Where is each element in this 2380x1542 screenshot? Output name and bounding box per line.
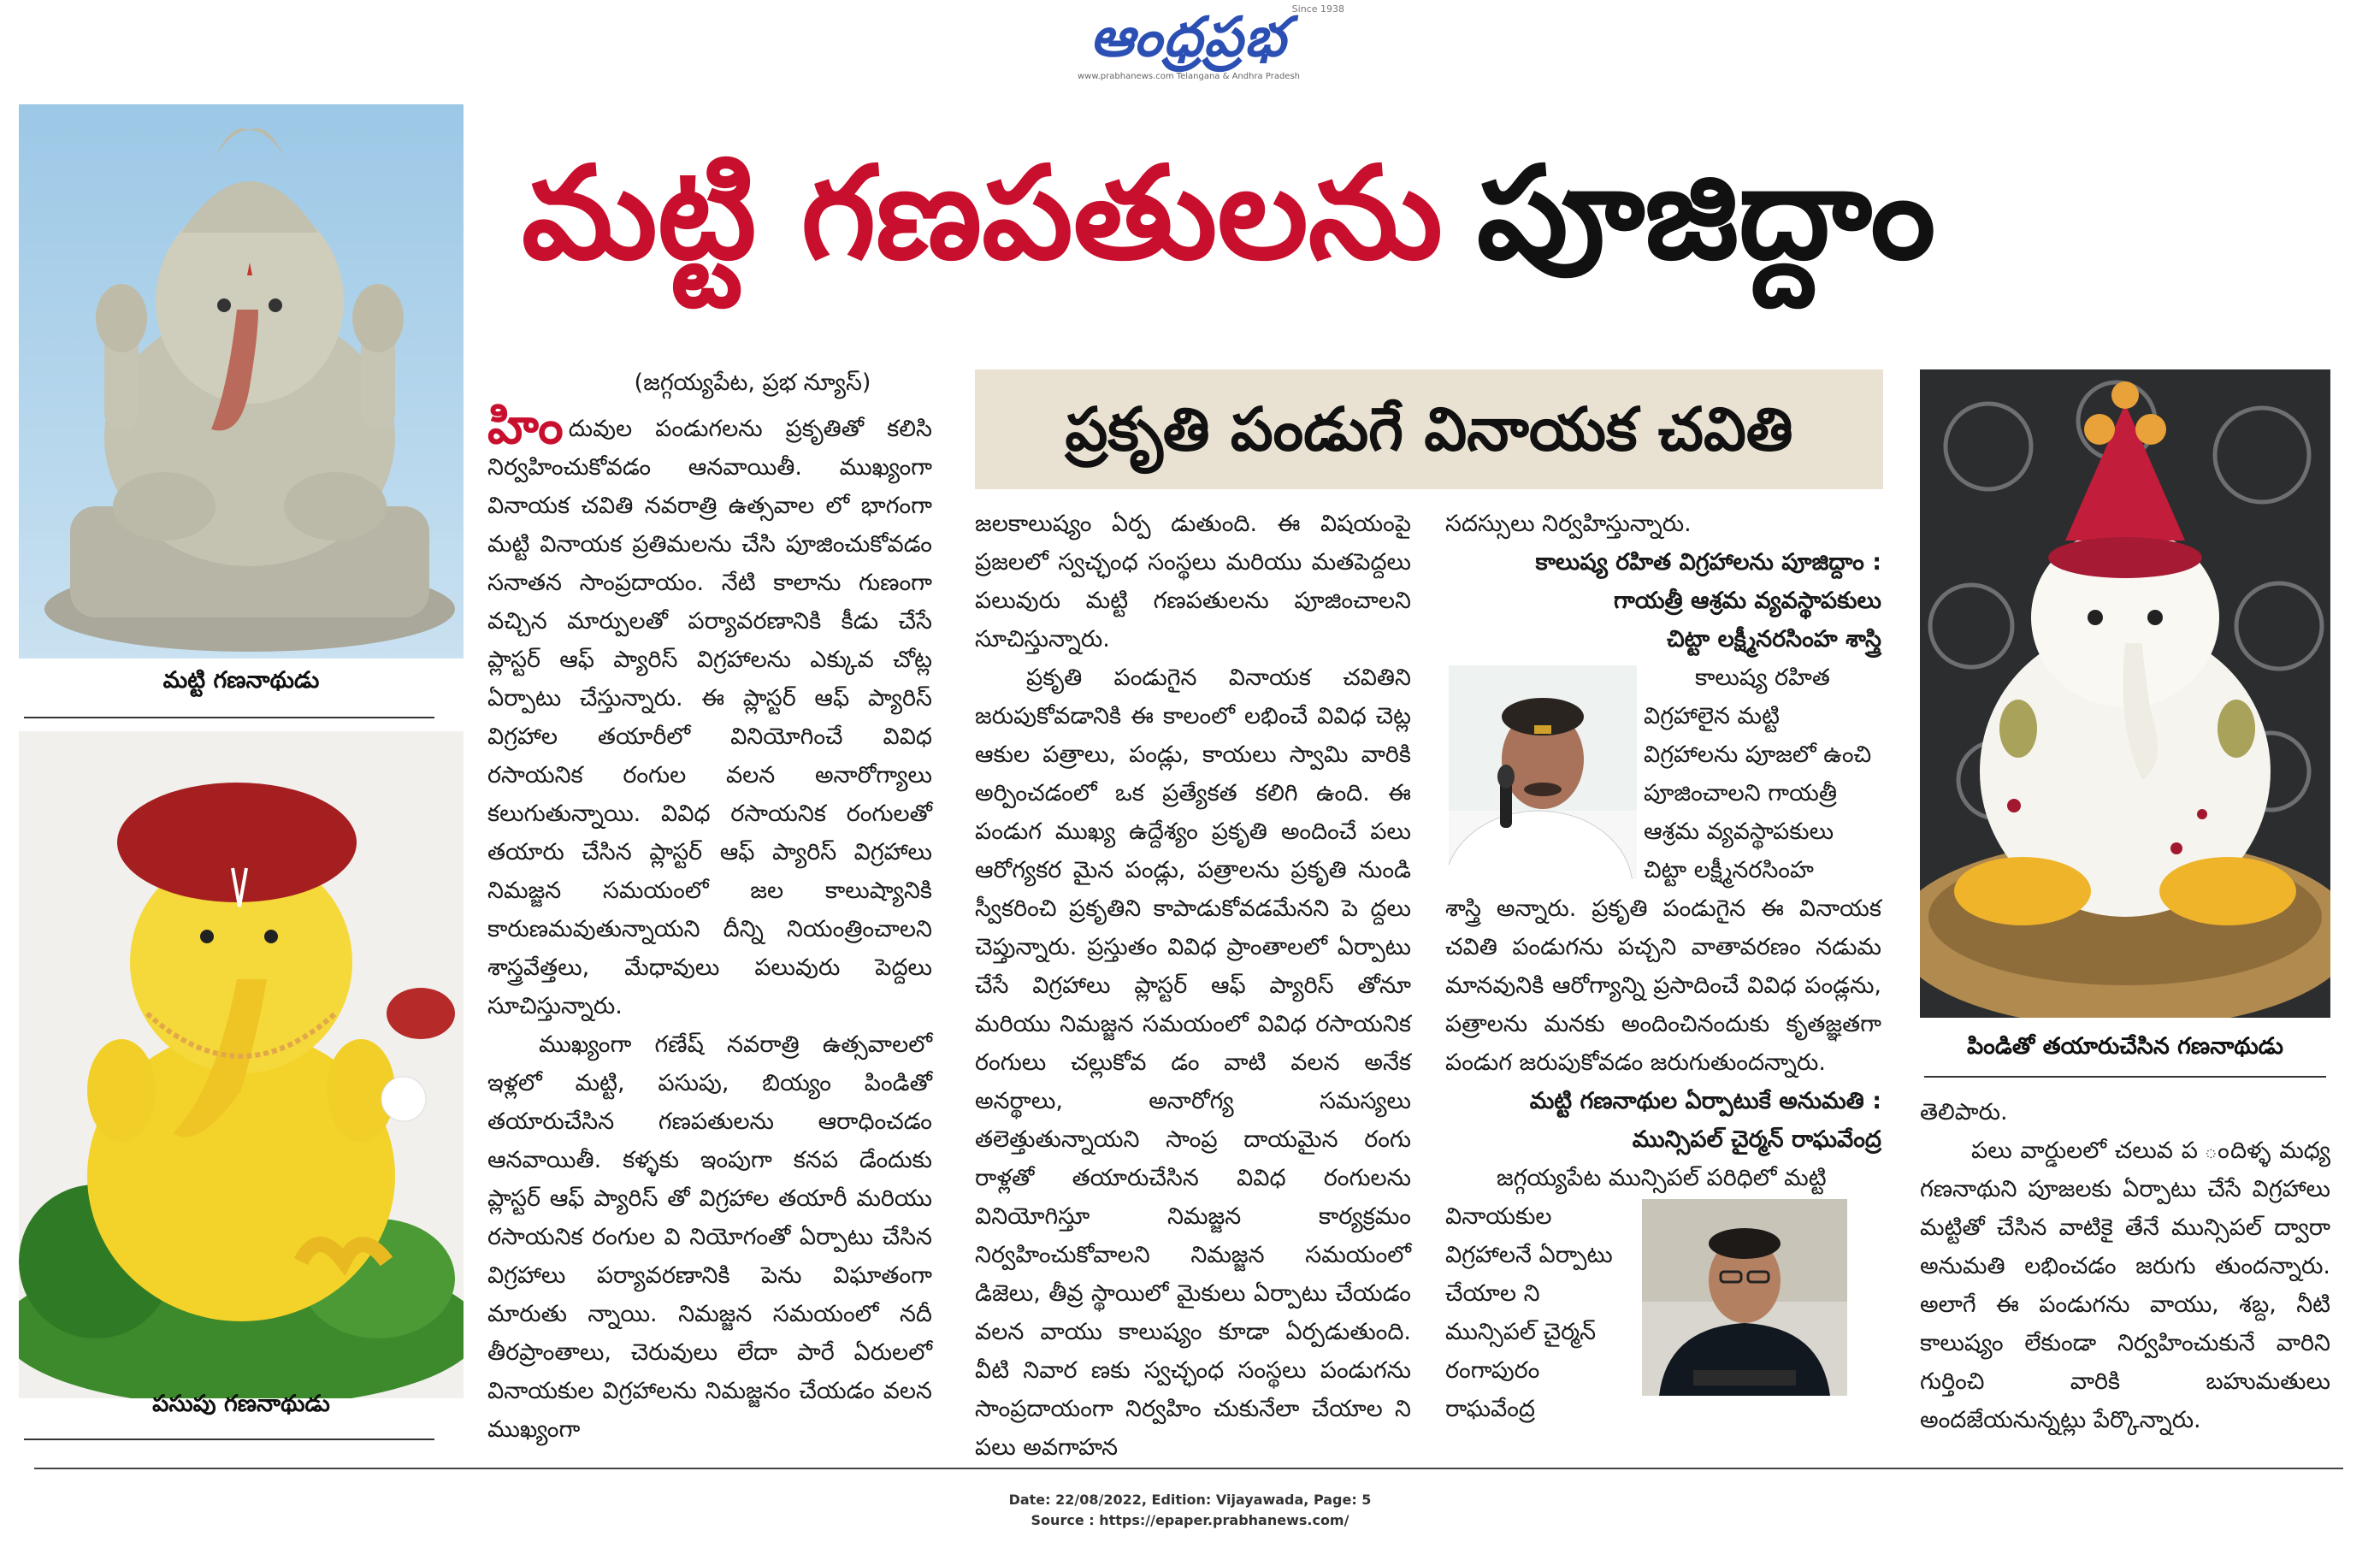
chairman-portrait-image bbox=[1642, 1199, 1847, 1396]
page-footer bbox=[0, 1490, 2380, 1531]
dateline: (జగ్గయ్యపేట, ప్రభ న్యూస్) bbox=[634, 369, 871, 396]
subhead-chairman: మున్సిపల్ చైర్మన్ రాఘవేంద్ర bbox=[1632, 1126, 1881, 1153]
article-column-3 bbox=[1445, 505, 1881, 1428]
wrap-line: విగ్రహాలను పూజలో ఉంచి bbox=[1644, 741, 1872, 768]
wrap-line: చేయాల ని bbox=[1445, 1280, 1540, 1307]
wrap-line: రంగాపురం bbox=[1445, 1357, 1540, 1384]
headline-red-part: మట్టి గణపతులను bbox=[522, 139, 1443, 288]
subheading-box bbox=[975, 369, 1883, 489]
paragraph-text: జగ్గయ్యపేట మున్సిపల్ పరిధిలో మట్టి bbox=[1497, 1165, 1827, 1191]
bottom-rule bbox=[34, 1468, 2343, 1469]
article-column-1 bbox=[487, 363, 932, 1449]
article-paragraph: పలు వార్డులలో చలువ ప ందిళ్ళ మధ్య గణనాథుని పూజలకు ఏర్పాటు చేసే విగ్రహాలు మట్టితో చేసిన వాటికై తేనే మున్సిపల్ ద్వారా అనుమతి లభించడం జరుగు తుందన్నారు. అలాగే ఈ పండుగను వాయు, శబ్ద, నీటి కాలుష్యం లేకుండా నిర్వహించుకునే వారిని గుర్తించి వారికి బహుమతులు అందజేయనున్నట్లు పేర్కొన్నారు. bbox=[1920, 1137, 2330, 1433]
paragraph-text: సదస్సులు నిర్వహిస్తున్నారు. bbox=[1445, 511, 1692, 537]
wrap-line: చిట్టా లక్ష్మీనరసింహ bbox=[1644, 857, 1814, 883]
wrap-line: మున్సిపల్ చైర్మన్ bbox=[1445, 1319, 1597, 1345]
wrap-line: పూజించాలని గాయత్రీ bbox=[1644, 780, 1837, 806]
clay-ganesha-image bbox=[19, 104, 464, 659]
subhead-permission: మట్టి గణనాథుల ఏర్పాటుకే అనుమతి : bbox=[1529, 1088, 1881, 1114]
wrap-block-2 bbox=[1445, 1197, 1881, 1428]
dropcap: హిం bbox=[487, 397, 564, 455]
priest-portrait-image bbox=[1449, 665, 1637, 879]
caption-rule bbox=[24, 1439, 434, 1440]
wrap-line: విగ్రహాలనే ఏర్పాటు bbox=[1445, 1242, 1613, 1268]
paragraph-text: దువుల పండుగలను ప్రకృతితో కలిసి నిర్వహించుకోవడం ఆనవాయితీ. ముఖ్యంగా వినాయక చవితి నవరాత్రి ఉత్సవాల లో భాగంగా మట్టి వినాయక ప్రతిమలను చేసి పూజించుకోవడం సనాతన సాంప్రదాయం. నేటి కాలాను గుణంగా వచ్చిన మార్పులతో పర్యావరణానికి కీడు చేసే ప్లాస్టర్ ఆఫ్ ప్యారిస్ విగ్రహాలను ఎక్కువ చోట్ల ఏర్పాటు చేస్తున్నారు. ఈ ప్లాస్టర్ ఆఫ్ ప్యారిస్ విగ్రహాల తయారీలో వినియోగించే వివిధ రసాయనిక రంగుల వలన అనారోగ్యాలు కలుగుతున్నాయి. వివిధ రసాయనిక రంగులతో తయారు చేసిన ప్లాస్టర్ ఆఫ్ ప్యారిస్ విగ్రహాలు నిమజ్జన సమయంలో జల కాలుష్యానికి కారుణమవుతున్నాయని దీన్ని నియంత్రించాలని శాస్త్రవేత్తలు, మేధావులు పలువురు పెద్దలు సూచిస్తున్నారు. bbox=[487, 416, 932, 1019]
footer-date-edition: Date: 22/08/2022, Edition: Vijayawada, Page: 5 bbox=[1008, 1492, 1372, 1508]
wrap-line: వినాయకుల bbox=[1445, 1203, 1552, 1230]
newspaper-logo: ఆంధ్రప్రభ bbox=[1090, 5, 1288, 69]
turmeric-ganesha-caption: పసుపు గణనాథుడు bbox=[152, 1391, 330, 1417]
main-headline bbox=[522, 128, 2335, 299]
clay-ganesha-caption: మట్టి గణనాథుడు bbox=[162, 667, 320, 694]
wrap-line: రాఘవేంద్ర bbox=[1445, 1396, 1535, 1422]
caption-rule bbox=[1924, 1076, 2326, 1078]
footer-source: Source : https://epaper.prabhanews.com/ bbox=[1031, 1512, 1349, 1528]
turmeric-ganesha-image bbox=[19, 731, 464, 1398]
article-paragraph: తెలిపారు. bbox=[1920, 1099, 2008, 1125]
caption-rule bbox=[24, 717, 434, 718]
article-column-2 bbox=[975, 505, 1411, 1467]
article-column-4 bbox=[1920, 1093, 2330, 1439]
subheading-text: ప్రకృతి పండుగే వినాయక చవితి bbox=[1065, 394, 1793, 464]
article-paragraph: శాస్త్రి అన్నారు. ప్రకృతి పండుగైన ఈ వినాయక చవితి పండుగను పచ్చని వాతావరణం నడుమ మానవునికి ఆరోగ్యాన్ని ప్రసాదించే వివిధ పండ్లను, పత్రాలను మనకు అందించినందుకు కృతజ్ఞతగా పండుగ జరుపుకోవడం జరుగుతుందన్నారు. bbox=[1445, 895, 1881, 1076]
wrap-lines-2 bbox=[1445, 1197, 1651, 1428]
article-paragraph: జలకాలుష్యం ఏర్ప డుతుంది. ఈ విషయంపై ప్రజలలో స్వచ్ఛంధ సంస్థలు మరియు మతపెద్దలు పలువురు మట్టి గణపతులను పూజించాలని సూచిస్తున్నారు. bbox=[975, 511, 1411, 653]
article-paragraph: ప్రకృతి పండుగైన వినాయక చవితిని జరుపుకోవడానికి ఈ కాలంలో లభించే వివిధ చెట్ల ఆకుల పత్రాలు, పండ్లు, కాయలు స్వామి వారికి అర్పించడంలో ఒక ప్రత్యేకత కలిగి ఉంది. ఈ పండుగ ముఖ్య ఉద్దేశ్యం ప్రకృతి అందించే పలు ఆరోగ్యకర మైన పండ్లు, పత్రాలను ప్రకృతి నుండి స్వీకరించి ప్రకృతిని కాపాడుకోవడమేనని పె ద్దలు చెప్తున్నారు. ప్రస్తుతం వివిధ ప్రాంతాలలో ఏర్పాటు చేసే విగ్రహాలు ప్లాస్టర్ ఆఫ్ ప్యారిస్ తోనూ మరియు నిమజ్జన సమయంలో వివిధ రసాయనిక రంగులు చల్లుకోవ డం వాటి వలన అనేక అనర్థాలు, అనారోగ్య సమస్యలు తలెత్తుతున్నాయని సాంప్ర దాయమైన రంగు రాళ్లతో తయారుచేసిన వివిధ రంగులను వినియోగిస్తూ నిమజ్జన కార్యక్రమం నిర్వహించుకోవాలని నిమజ్జన సమయంలో డిజెలు, తీవ్ర స్థాయిలో మైకులు ఏర్పాటు చేయడం వలన వాయు కాలుష్యం కూడా ఏర్పడుతుంది. వీటి నివార ణకు స్వచ్ఛంధ సంస్థలు పండుగను సాంప్రదాయంగా నిర్వహిం చుకునేలా చేయాల ని పలు అవగాహన bbox=[975, 665, 1411, 1461]
subhead-pollution-free: కాలుష్య రహిత విగ్రహాలను పూజిద్దాం : bbox=[1535, 549, 1881, 576]
article-paragraph bbox=[487, 397, 932, 1025]
wrap-lines-1 bbox=[1644, 659, 1881, 889]
headline-black-part: పూజిద్దాం bbox=[1476, 139, 1936, 288]
article-paragraph: ముఖ్యంగా గణేష్ నవరాత్రి ఉత్సవాలలో ఇళ్లలో మట్టి, పసుపు, బియ్యం పిండితో తయారుచేసిన గణపతులను ఆరాధించడం ఆనవాయితీ. కళ్ళకు ఇంపుగా కనప డేందుకు ప్లాస్టర్ ఆఫ్ ప్యారిస్ తో విగ్రహాల తయారీ మరియు రసాయనిక రంగుల వి నియోగంతో ఏర్పాటు చేసిన విగ్రహాలు పర్యావరణానికి పెను విఘాతంగా మారుతు న్నాయి. నిమజ్జన సమయంలో నదీ తీరప్రాంతాలు, చెరువులు లేదా పారే ఏరులలో వినాయకుల విగ్రహాలను నిమజ్జనం చేయడం వలన ముఖ్యంగా bbox=[487, 1031, 932, 1443]
masthead-url: www.prabhanews.com bbox=[1078, 72, 1174, 81]
masthead-subline bbox=[1009, 72, 1368, 81]
wrap-line: కాలుష్య రహిత bbox=[1695, 665, 1830, 691]
wrap-block-1 bbox=[1445, 659, 1881, 889]
flour-ganesha-image bbox=[1920, 369, 2330, 1018]
subhead-founder-name: చిట్టా లక్ష్మీనరసింహ శాస్త్రి bbox=[1667, 626, 1881, 653]
wrap-line: ఆశ్రమ వ్యవస్థాపకులు bbox=[1644, 818, 1834, 845]
masthead bbox=[1009, 3, 1368, 97]
masthead-tagline: Telangana & Andhra Pradesh bbox=[1176, 72, 1300, 81]
subhead-founder-title: గాయత్రీ ఆశ్రమ వ్యవస్థాపకులు bbox=[1613, 588, 1881, 614]
since-label: Since 1938 bbox=[1291, 3, 1344, 15]
wrap-line: విగ్రహాలైన మట్టి bbox=[1644, 703, 1780, 730]
flour-ganesha-caption: పిండితో తయారుచేసిన గణనాథుడు bbox=[1966, 1033, 2283, 1060]
